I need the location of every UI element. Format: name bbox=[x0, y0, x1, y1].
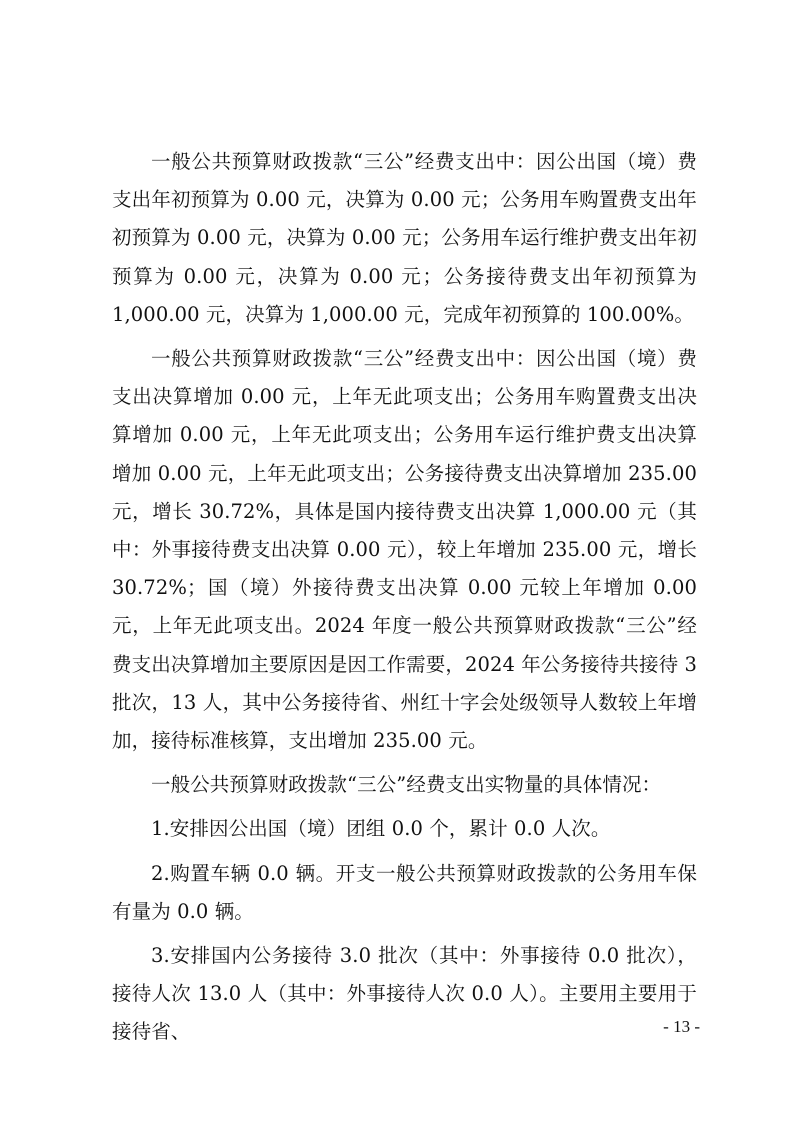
paragraph-item-overseas-groups: 1.安排因公出国（境）团组 0.0 个，累计 0.0 人次。 bbox=[151, 817, 611, 841]
paragraph-physical-quantity-heading: 一般公共预算财政拨款“三公”经费支出实物量的具体情况： bbox=[151, 773, 662, 797]
page-number: - 13 - bbox=[663, 1017, 700, 1036]
paragraph-three-public-change-analysis: 一般公共预算财政拨款“三公”经费支出中：因公出国（境）费支出决算增加 0.00 元，上年无此项支出；公务用车购置费支出决算增加 0.00 元，上年无此项支出；公务用车运行维护费支出决算增加 0.00 元，上年无此项支出；公务接待费支出决算增加 235.00 元，增长 30.72%，具体是国内接待费支出决算 1,000.00 元（其中：外事接待费支出决算 0.00 元），较上年增加 235.00 元，增长 30.72%；国（境）外接待费支出决算 0.00 元较上年增加 0.00 元，上年无此项支出。2024 年度一般公共预算财政拨款“三公”经费支出决算增加主要原因是因工作需要，2024 年公务接待共接待 3 批次，13 人，其中公务接待省、州红十字会处级领导人数较上年增加，接待标准核算，支出增加 235.00 元。 bbox=[112, 347, 697, 753]
paragraph-item-domestic-reception: 3.安排国内公务接待 3.0 批次（其中：外事接待 0.0 批次），接待人次 13.0 人（其中：外事接待人次 0.0 人）。主要用主要用于接待省、 bbox=[112, 944, 697, 1044]
paragraph-item-vehicles: 2.购置车辆 0.0 辆。开支一般公共预算财政拨款的公务用车保有量为 0.0 辆。 bbox=[112, 861, 697, 923]
document-body bbox=[112, 143, 697, 1052]
paragraph-three-public-budget-summary: 一般公共预算财政拨款“三公”经费支出中：因公出国（境）费支出年初预算为 0.00 元，决算为 0.00 元；公务用车购置费支出年初预算为 0.00 元，决算为 0.00 元；公务用车运行维护费支出年初预算为 0.00 元，决算为 0.00 元；公务接待费支出年初预算为 1,000.00 元，决算为 1,000.00 元，完成年初预算的 100.00%。 bbox=[112, 150, 697, 326]
